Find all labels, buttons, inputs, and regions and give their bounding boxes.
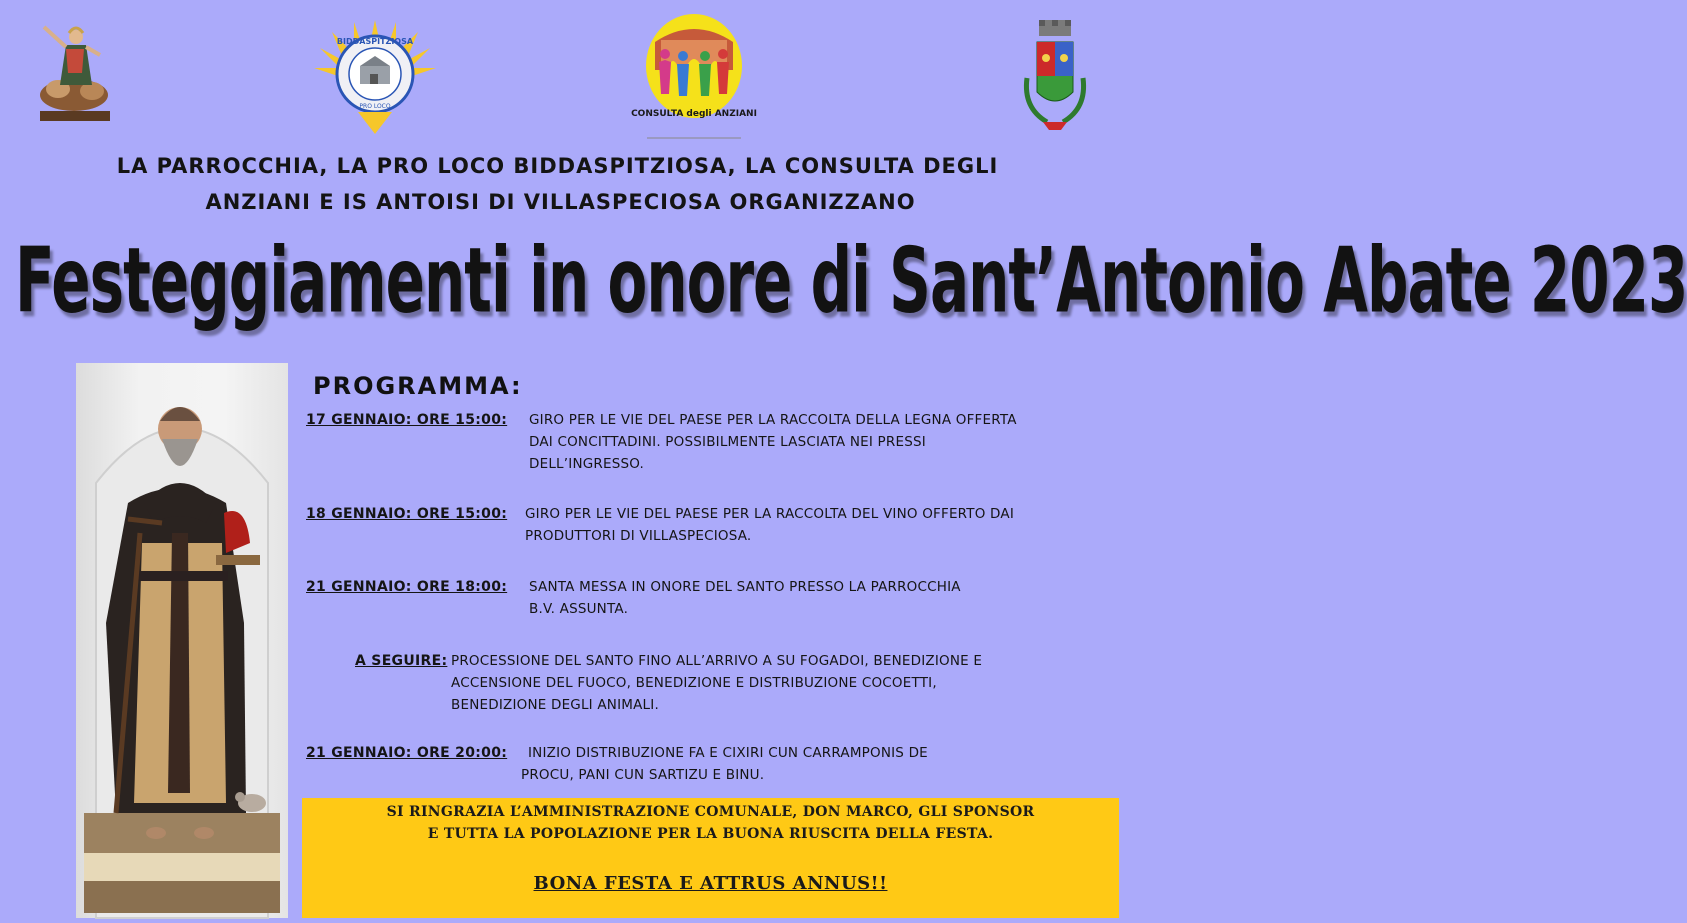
proloco-ring-text: BIDDASPITZIOSA <box>336 37 414 46</box>
entry-line: PRODUTTORI DI VILLASPECIOSA. <box>525 528 752 544</box>
comune-coat-of-arms-icon <box>1021 18 1089 136</box>
entry-description <box>451 650 982 716</box>
thanks-line-2: E TUTTA LA POPOLAZIONE PER LA BUONA RIUSCITA DELLA FESTA. <box>427 826 994 842</box>
organizers-line-2: ANZIANI E IS ANTOISI DI VILLASPECIOSA ORGANIZZANO <box>205 190 916 214</box>
entry-line: GIRO PER LE VIE DEL PAESE PER LA RACCOLTA DEL VINO OFFERTO DAI <box>525 506 1015 522</box>
entry-line: B.V. ASSUNTA. <box>529 601 629 617</box>
saint-anthony-statue-photo <box>76 363 288 918</box>
entry-date: 17 GENNAIO: ORE 15:00: <box>306 412 508 428</box>
greeting-text: BONA FESTA E ATTRUS ANNUS!! <box>533 873 888 894</box>
page-title: Festeggiamenti in onore di Sant’Antonio Abate 2023 <box>15 228 1687 334</box>
entry-line: PROCU, PANI CUN SARTIZU E BINU. <box>521 767 765 783</box>
entry-line: SANTA MESSA IN ONORE DEL SANTO PRESSO LA PARROCCHIA <box>529 579 961 595</box>
entry-description <box>529 576 961 620</box>
entry-date: 21 GENNAIO: ORE 20:00: <box>306 745 508 761</box>
entry-date: A SEGUIRE: <box>355 653 448 669</box>
proloco-sun-logo-icon <box>312 18 438 134</box>
entry-line: ACCENSIONE DEL FUOCO, BENEDIZIONE E DISTRIBUZIONE COCOETTI, <box>451 675 937 691</box>
entry-date: 21 GENNAIO: ORE 18:00: <box>306 579 508 595</box>
organizers-line-1: LA PARROCCHIA, LA PRO LOCO BIDDASPITZIOSA, LA CONSULTA DEGLI <box>116 154 999 178</box>
entry-date: 18 GENNAIO: ORE 15:00: <box>306 506 508 522</box>
proloco-small-text: PRO LOCO <box>359 103 391 110</box>
entry-line: DELL’INGRESSO. <box>529 456 645 472</box>
consulta-logo-text: CONSULTA degli ANZIANI <box>631 109 757 119</box>
entry-description <box>525 503 1014 547</box>
madonna-statue-icon <box>36 15 112 123</box>
consulta-anziani-logo-icon <box>631 14 757 140</box>
program-heading: PROGRAMMA: <box>313 372 523 400</box>
entry-description <box>521 742 928 786</box>
entry-line: BENEDIZIONE DEGLI ANIMALI. <box>451 697 659 713</box>
entry-line: GIRO PER LE VIE DEL PAESE PER LA RACCOLTA DELLA LEGNA OFFERTA <box>529 412 1017 428</box>
thanks-box <box>302 798 1119 918</box>
entry-line: INIZIO DISTRIBUZIONE FA E CIXIRI CUN CARRAMPONIS DE <box>528 745 928 761</box>
entry-line: DAI CONCITTADINI. POSSIBILMENTE LASCIATA NEI PRESSI <box>529 434 926 450</box>
thanks-line-1: SI RINGRAZIA L’AMMINISTRAZIONE COMUNALE, DON MARCO, GLI SPONSOR <box>386 804 1035 820</box>
entry-line: PROCESSIONE DEL SANTO FINO ALL’ARRIVO A SU FOGADOI, BENEDIZIONE E <box>451 653 983 669</box>
entry-description <box>529 409 1017 475</box>
